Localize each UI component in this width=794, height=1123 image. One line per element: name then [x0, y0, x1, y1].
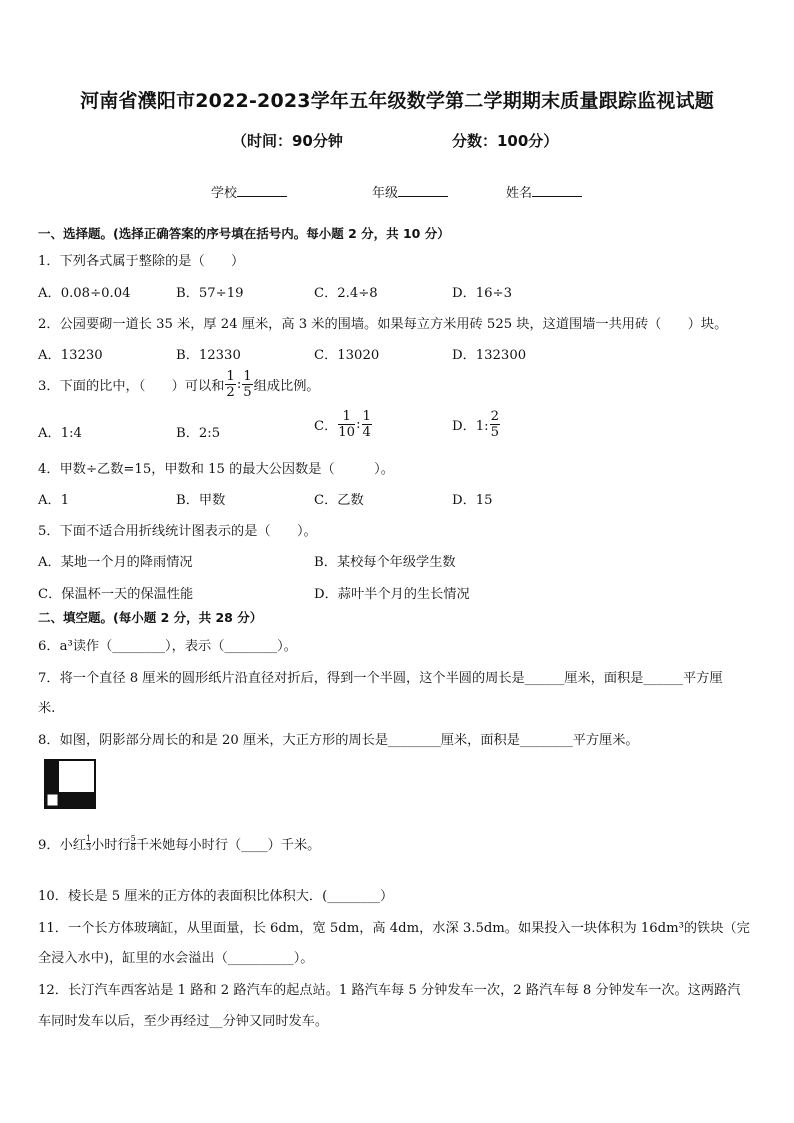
q2-option-b: B．12330 [176, 348, 241, 363]
name-field: 姓名 [506, 182, 582, 201]
q3-option-b: B．2:5 [176, 426, 221, 441]
question-2: 2．公园要砌一道长 35 米，厚 24 厘米，高 3 米的围墙。如果每立方米用砖 525 块，这道围墙一共用砖（ ）块。 [38, 317, 728, 332]
q5-option-b: B．某校每个年级学生数 [314, 555, 456, 570]
q2-option-a: A．13230 [38, 348, 103, 363]
q2-option-d: D．132300 [452, 348, 527, 363]
question-6: 6．a³读作（________），表示（________）。 [38, 639, 297, 654]
q1-option-b: B．57÷19 [176, 286, 244, 301]
question-11-cont: 全浸入水中)，缸里的水会溢出（__________）。 [38, 951, 314, 966]
q5-option-a: A．某地一个月的降雨情况 [38, 555, 193, 570]
question-10: 10．棱长是 5 厘米的正方体的表面积比体积大．(________） [38, 889, 394, 904]
question-12: 12．长汀汽车西客站是 1 路和 2 路汽车的起点站。1 路汽车每 5 分钟发车一次，2 路汽车每 8 分钟发车一次。这两路汽 [38, 983, 741, 998]
section-2-heading: 二、填空题。(每小题 2 分，共 28 分） [38, 610, 263, 625]
page-title: 河南省濮阳市2022-2023学年五年级数学第二学期期末质量跟踪监视试题 [80, 90, 714, 112]
q1-option-a: A．0.08÷0.04 [38, 286, 131, 301]
question-8: 8．如图，阴影部分周长的和是 20 厘米，大正方形的周长是________厘米，面积是________平方厘米。 [38, 733, 639, 748]
q2-option-c: C．13020 [314, 348, 380, 363]
q4-option-a: A．1 [38, 493, 70, 508]
q1-option-d: D．16÷3 [452, 286, 512, 301]
q8-square-figure [44, 759, 96, 809]
question-5: 5．下面不适合用折线统计图表示的是（ ）。 [38, 524, 317, 539]
question-7-cont: 米. [38, 701, 56, 716]
q5-option-c: C．保温杯一天的保温性能 [38, 587, 194, 602]
question-4: 4．甲数÷乙数=15，甲数和 15 的最大公因数是（ ）。 [38, 462, 394, 477]
question-7: 7．将一个直径 8 厘米的圆形纸片沿直径对折后，得到一个半圆，这个半圆的周长是______厘米，面积是______平方厘 [38, 671, 723, 686]
question-11: 11．一个长方体玻璃缸，从里面量，长 6dm，宽 5dm，高 4dm，水深 3.5dm。如果投入一块体积为 16dm³的铁块（完 [38, 921, 750, 936]
q1-option-c: C．2.4÷8 [314, 286, 378, 301]
school-field: 学校 [211, 182, 287, 201]
q3-option-a: A．1:4 [38, 426, 82, 441]
q4-option-b: B．甲数 [176, 493, 226, 508]
question-1: 1．下列各式属于整除的是（ ） [38, 254, 245, 269]
q4-option-d: D．15 [452, 493, 493, 508]
section-1-heading: 一、选择题。(选择正确答案的序号填在括号内。每小题 2 分，共 10 分） [38, 226, 450, 241]
q5-option-d: D．蒜叶半个月的生长情况 [314, 587, 470, 602]
q3-option-c: C． $\frac{1}{10}$ : $\frac{1}{4}$ [314, 409, 371, 441]
exam-score: 分数：100分） [452, 132, 559, 150]
q3-option-d: D．1: $\frac{2}{5}$ [452, 409, 499, 441]
exam-time: （时间：90分钟 [232, 132, 343, 150]
question-9: 9．小红 $\frac{1}{3}$小时行 $\frac{5}{8}$千米她每小时行（____）千米。 [38, 834, 321, 853]
grade-field: 年级 [372, 182, 448, 201]
question-12-cont: 车同时发车以后，至少再经过__分钟又同时发车。 [38, 1014, 329, 1029]
question-3: 3．下面的比中，（ ）可以和 $\frac{1}{2}$ : $\frac{1}{5}$ 组成比例。 [38, 369, 320, 401]
q4-option-c: C．乙数 [314, 493, 364, 508]
